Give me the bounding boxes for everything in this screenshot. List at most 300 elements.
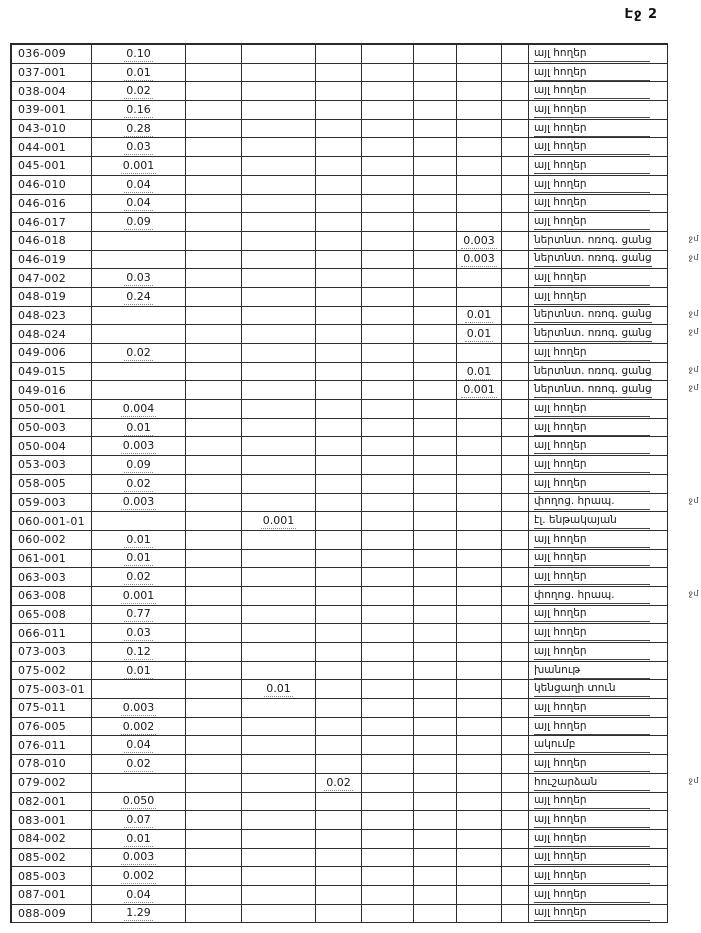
cell-monument-area-value xyxy=(316,363,362,382)
cell-area-value: 0.04 xyxy=(92,886,186,905)
cell-monument-area-value xyxy=(316,101,362,120)
cell-building-area-value xyxy=(242,905,316,924)
cell-area-value: 0.002 xyxy=(92,867,186,886)
cell-empty xyxy=(362,550,414,569)
cell-building-area-value xyxy=(242,400,316,419)
cell-empty xyxy=(414,381,457,400)
cell-parcel-code: 088-009 xyxy=(12,905,92,924)
cell-empty xyxy=(414,905,457,924)
table-row xyxy=(12,381,699,400)
cell-empty xyxy=(362,680,414,699)
table-row xyxy=(12,587,699,606)
cell-empty xyxy=(362,456,414,475)
cell-parcel-code: 047-002 xyxy=(12,269,92,288)
cell-area-value: 0.04 xyxy=(92,736,186,755)
cell-empty xyxy=(414,45,457,64)
cell-empty xyxy=(186,251,242,270)
cell-empty xyxy=(186,494,242,513)
handwritten-margin-note: ջմ xyxy=(688,252,699,262)
cell-area-value: 0.77 xyxy=(92,606,186,625)
cell-landuse-name: այլ հողեր xyxy=(529,213,668,232)
cell-network-area-value xyxy=(457,886,502,905)
cell-empty xyxy=(362,176,414,195)
cell-empty xyxy=(502,437,529,456)
cell-empty xyxy=(414,437,457,456)
table-row xyxy=(12,82,668,101)
cell-empty xyxy=(414,755,457,774)
cell-network-area-value xyxy=(457,45,502,64)
cell-area-value: 0.003 xyxy=(92,849,186,868)
cell-empty xyxy=(186,176,242,195)
cell-empty xyxy=(186,456,242,475)
cell-monument-area-value xyxy=(316,381,362,400)
cell-parcel-code: 050-001 xyxy=(12,400,92,419)
cell-empty xyxy=(414,64,457,83)
table-row xyxy=(12,213,668,232)
cell-empty xyxy=(502,718,529,737)
cell-empty xyxy=(502,45,529,64)
table-row xyxy=(12,176,668,195)
cell-landuse-name: այլ հողեր xyxy=(529,456,668,475)
cell-landuse-name: խանութ xyxy=(529,662,668,681)
cell-empty xyxy=(502,643,529,662)
cell-empty xyxy=(186,849,242,868)
cell-empty xyxy=(502,120,529,139)
cell-empty xyxy=(502,269,529,288)
cell-empty xyxy=(502,195,529,214)
cell-empty xyxy=(502,587,529,606)
cell-landuse-name: ներտնտ. ոռոգ. ցանց xyxy=(529,363,668,382)
cell-network-area-value xyxy=(457,643,502,662)
cell-empty xyxy=(362,755,414,774)
cell-network-area-value xyxy=(457,568,502,587)
cell-empty xyxy=(502,64,529,83)
cell-network-area-value: 0.01 xyxy=(457,307,502,326)
cell-area-value xyxy=(92,774,186,793)
cell-empty xyxy=(414,269,457,288)
cell-area-value: 0.002 xyxy=(92,718,186,737)
cell-empty xyxy=(362,381,414,400)
cell-empty xyxy=(502,512,529,531)
cell-empty xyxy=(502,400,529,419)
cell-empty xyxy=(362,45,414,64)
cell-building-area-value xyxy=(242,624,316,643)
cell-landuse-name: այլ հողեր xyxy=(529,793,668,812)
cell-empty xyxy=(186,101,242,120)
cell-empty xyxy=(362,587,414,606)
cell-empty xyxy=(414,195,457,214)
cell-monument-area-value xyxy=(316,82,362,101)
table-row xyxy=(12,606,668,625)
cell-empty xyxy=(362,624,414,643)
cell-building-area-value xyxy=(242,606,316,625)
cell-landuse-name: այլ հողեր xyxy=(529,830,668,849)
table-row xyxy=(12,643,668,662)
cell-monument-area-value xyxy=(316,830,362,849)
cell-empty xyxy=(414,120,457,139)
cell-building-area-value xyxy=(242,138,316,157)
cell-network-area-value xyxy=(457,82,502,101)
cell-empty xyxy=(414,606,457,625)
cell-empty xyxy=(186,344,242,363)
cell-area-value: 0.16 xyxy=(92,101,186,120)
cell-building-area-value xyxy=(242,811,316,830)
cell-empty xyxy=(502,793,529,812)
cell-landuse-name: այլ հողեր xyxy=(529,269,668,288)
cell-landuse-name: այլ հողեր xyxy=(529,568,668,587)
cell-building-area-value xyxy=(242,269,316,288)
cell-network-area-value xyxy=(457,830,502,849)
cell-building-area-value xyxy=(242,344,316,363)
cell-parcel-code: 049-006 xyxy=(12,344,92,363)
cell-parcel-code: 049-016 xyxy=(12,381,92,400)
cell-landuse-name: ներտնտ. ոռոգ. ցանց xyxy=(529,325,668,344)
cell-empty xyxy=(186,755,242,774)
cell-empty xyxy=(414,680,457,699)
cell-network-area-value xyxy=(457,624,502,643)
cell-empty xyxy=(186,157,242,176)
cell-empty xyxy=(362,157,414,176)
cell-network-area-value: 0.001 xyxy=(457,381,502,400)
cell-landuse-name: հուշարձան xyxy=(529,774,668,793)
cell-parcel-code: 046-016 xyxy=(12,195,92,214)
cell-parcel-code: 048-024 xyxy=(12,325,92,344)
cell-parcel-code: 060-002 xyxy=(12,531,92,550)
cell-building-area-value xyxy=(242,531,316,550)
cell-area-value: 0.07 xyxy=(92,811,186,830)
cell-empty xyxy=(414,550,457,569)
cell-network-area-value xyxy=(457,699,502,718)
cell-empty xyxy=(362,662,414,681)
cell-parcel-code: 078-010 xyxy=(12,755,92,774)
cell-empty xyxy=(502,251,529,270)
cell-empty xyxy=(362,811,414,830)
table-row xyxy=(12,475,668,494)
cell-building-area-value xyxy=(242,288,316,307)
cell-landuse-name: այլ հողեր xyxy=(529,699,668,718)
cell-monument-area-value xyxy=(316,251,362,270)
cell-monument-area-value xyxy=(316,176,362,195)
cell-monument-area-value xyxy=(316,195,362,214)
table-row xyxy=(12,811,668,830)
table-row xyxy=(12,138,668,157)
cell-empty xyxy=(362,307,414,326)
cell-empty xyxy=(362,867,414,886)
cell-area-value xyxy=(92,363,186,382)
cell-area-value: 0.09 xyxy=(92,213,186,232)
cell-monument-area-value xyxy=(316,512,362,531)
cell-landuse-name: փողոց. հրապ. xyxy=(529,494,668,513)
cell-empty xyxy=(502,213,529,232)
cell-building-area-value xyxy=(242,774,316,793)
cell-area-value: 0.01 xyxy=(92,830,186,849)
cell-landuse-name: այլ հողեր xyxy=(529,886,668,905)
cell-monument-area-value xyxy=(316,269,362,288)
cell-landuse-name: այլ հողեր xyxy=(529,64,668,83)
cell-network-area-value: 0.01 xyxy=(457,325,502,344)
cell-building-area-value xyxy=(242,307,316,326)
cell-parcel-code: 076-011 xyxy=(12,736,92,755)
cell-empty xyxy=(362,64,414,83)
table-row xyxy=(12,288,668,307)
cell-empty xyxy=(186,830,242,849)
table-row xyxy=(12,101,668,120)
cell-empty xyxy=(502,325,529,344)
cell-empty xyxy=(414,867,457,886)
cell-empty xyxy=(362,643,414,662)
cell-empty xyxy=(186,288,242,307)
cell-monument-area-value xyxy=(316,867,362,886)
cell-building-area-value xyxy=(242,45,316,64)
cell-network-area-value xyxy=(457,344,502,363)
cell-monument-area-value xyxy=(316,886,362,905)
table-row xyxy=(12,157,668,176)
cell-monument-area-value xyxy=(316,699,362,718)
cell-empty xyxy=(502,867,529,886)
cell-landuse-name: այլ հողեր xyxy=(529,718,668,737)
cell-network-area-value xyxy=(457,157,502,176)
cell-network-area-value xyxy=(457,269,502,288)
cell-empty xyxy=(186,624,242,643)
cell-landuse-name: այլ հողեր xyxy=(529,45,668,64)
cell-parcel-code: 036-009 xyxy=(12,45,92,64)
cell-monument-area-value xyxy=(316,662,362,681)
cell-empty xyxy=(414,475,457,494)
cell-empty xyxy=(186,606,242,625)
cell-building-area-value xyxy=(242,550,316,569)
cell-area-value: 0.01 xyxy=(92,531,186,550)
cell-empty xyxy=(502,344,529,363)
cell-area-value: 0.03 xyxy=(92,269,186,288)
cell-empty xyxy=(362,138,414,157)
cell-monument-area-value xyxy=(316,344,362,363)
cell-empty xyxy=(186,643,242,662)
cell-building-area-value xyxy=(242,699,316,718)
table-row xyxy=(12,624,668,643)
cell-empty xyxy=(502,363,529,382)
cell-parcel-code: 079-002 xyxy=(12,774,92,793)
cell-area-value: 0.28 xyxy=(92,120,186,139)
cell-building-area-value xyxy=(242,251,316,270)
cell-network-area-value xyxy=(457,755,502,774)
cell-empty xyxy=(186,736,242,755)
cell-building-area-value xyxy=(242,494,316,513)
cell-empty xyxy=(186,905,242,924)
table-row xyxy=(12,269,668,288)
cell-building-area-value xyxy=(242,662,316,681)
table-row xyxy=(12,568,668,587)
table-row xyxy=(12,680,668,699)
cell-empty xyxy=(502,568,529,587)
cell-building-area-value xyxy=(242,849,316,868)
cell-monument-area-value xyxy=(316,400,362,419)
cell-empty xyxy=(186,400,242,419)
cell-empty xyxy=(362,82,414,101)
cell-building-area-value xyxy=(242,157,316,176)
cell-monument-area-value xyxy=(316,232,362,251)
table-row xyxy=(12,886,668,905)
cell-network-area-value xyxy=(457,475,502,494)
cell-network-area-value xyxy=(457,101,502,120)
cell-empty xyxy=(502,82,529,101)
cell-empty xyxy=(186,381,242,400)
cell-area-value: 0.09 xyxy=(92,456,186,475)
cell-empty xyxy=(186,531,242,550)
cell-parcel-code: 085-002 xyxy=(12,849,92,868)
table-row xyxy=(12,400,668,419)
cell-monument-area-value xyxy=(316,568,362,587)
cell-landuse-name: այլ հողեր xyxy=(529,419,668,438)
cell-empty xyxy=(362,251,414,270)
cell-parcel-code: 061-001 xyxy=(12,550,92,569)
cell-area-value: 0.003 xyxy=(92,437,186,456)
cell-area-value: 0.050 xyxy=(92,793,186,812)
cell-empty xyxy=(414,718,457,737)
cell-empty xyxy=(186,120,242,139)
handwritten-margin-note: ջմ xyxy=(688,364,699,374)
cell-area-value: 0.02 xyxy=(92,755,186,774)
cell-empty xyxy=(362,437,414,456)
cell-parcel-code: 053-003 xyxy=(12,456,92,475)
table-row xyxy=(12,344,668,363)
cell-empty xyxy=(414,793,457,812)
cell-area-value: 0.003 xyxy=(92,699,186,718)
cell-building-area-value xyxy=(242,437,316,456)
cell-empty xyxy=(502,101,529,120)
cell-parcel-code: 087-001 xyxy=(12,886,92,905)
cell-empty xyxy=(502,419,529,438)
cell-empty xyxy=(186,718,242,737)
cell-network-area-value xyxy=(457,774,502,793)
cell-landuse-name: այլ հողեր xyxy=(529,905,668,924)
table-row xyxy=(12,867,668,886)
cell-empty xyxy=(362,905,414,924)
cell-building-area-value xyxy=(242,867,316,886)
table-row xyxy=(12,550,668,569)
cell-area-value: 0.03 xyxy=(92,624,186,643)
table-row xyxy=(12,232,699,251)
cell-network-area-value xyxy=(457,531,502,550)
cell-empty xyxy=(414,157,457,176)
cell-empty xyxy=(502,886,529,905)
table-row xyxy=(12,64,668,83)
cell-empty xyxy=(414,456,457,475)
cell-landuse-name: փողոց. հրապ. xyxy=(529,587,668,606)
cell-network-area-value: 0.003 xyxy=(457,232,502,251)
cell-network-area-value xyxy=(457,736,502,755)
cell-landuse-name: այլ հողեր xyxy=(529,606,668,625)
cell-parcel-code: 048-023 xyxy=(12,307,92,326)
cell-empty xyxy=(502,494,529,513)
cell-landuse-name: այլ հողեր xyxy=(529,157,668,176)
cell-building-area-value xyxy=(242,419,316,438)
cell-monument-area-value xyxy=(316,905,362,924)
cell-landuse-name: այլ հողեր xyxy=(529,550,668,569)
table-row xyxy=(12,699,668,718)
cell-building-area-value xyxy=(242,120,316,139)
cell-network-area-value xyxy=(457,867,502,886)
cell-empty xyxy=(362,736,414,755)
cell-empty xyxy=(186,568,242,587)
cell-empty xyxy=(186,325,242,344)
cell-network-area-value xyxy=(457,437,502,456)
table-row xyxy=(12,494,699,513)
cell-empty xyxy=(362,793,414,812)
cell-building-area-value xyxy=(242,736,316,755)
cell-empty xyxy=(362,213,414,232)
cell-network-area-value xyxy=(457,288,502,307)
cell-parcel-code: 039-001 xyxy=(12,101,92,120)
cell-empty xyxy=(186,419,242,438)
cell-empty xyxy=(414,587,457,606)
parcel-table xyxy=(10,43,699,923)
cell-monument-area-value xyxy=(316,680,362,699)
cell-network-area-value xyxy=(457,718,502,737)
cell-empty xyxy=(502,849,529,868)
cell-empty xyxy=(414,849,457,868)
cell-parcel-code: 076-005 xyxy=(12,718,92,737)
cell-area-value: 1.29 xyxy=(92,905,186,924)
cell-landuse-name: էլ. ենթակայան xyxy=(529,512,668,531)
cell-building-area-value: 0.001 xyxy=(242,512,316,531)
cell-empty xyxy=(362,400,414,419)
cell-empty xyxy=(362,774,414,793)
cell-monument-area-value xyxy=(316,793,362,812)
cell-landuse-name: այլ հողեր xyxy=(529,437,668,456)
cell-area-value xyxy=(92,680,186,699)
cell-empty xyxy=(502,456,529,475)
cell-empty xyxy=(414,624,457,643)
cell-area-value: 0.02 xyxy=(92,82,186,101)
table-row xyxy=(12,531,668,550)
cell-empty xyxy=(186,45,242,64)
table-row xyxy=(12,512,668,531)
cell-empty xyxy=(502,606,529,625)
cell-monument-area-value xyxy=(316,307,362,326)
cell-landuse-name: այլ հողեր xyxy=(529,400,668,419)
cell-empty xyxy=(362,830,414,849)
cell-parcel-code: 075-011 xyxy=(12,699,92,718)
cell-monument-area-value xyxy=(316,531,362,550)
cell-empty xyxy=(414,232,457,251)
cell-network-area-value xyxy=(457,456,502,475)
cell-monument-area-value xyxy=(316,811,362,830)
cell-parcel-code: 046-018 xyxy=(12,232,92,251)
cell-empty xyxy=(502,475,529,494)
table-row xyxy=(12,755,668,774)
cell-parcel-code: 037-001 xyxy=(12,64,92,83)
cell-parcel-code: 038-004 xyxy=(12,82,92,101)
cell-empty xyxy=(414,213,457,232)
table-row xyxy=(12,363,699,382)
cell-monument-area-value xyxy=(316,45,362,64)
cell-parcel-code: 063-008 xyxy=(12,587,92,606)
handwritten-margin-note: ջմ xyxy=(688,327,699,337)
table-row xyxy=(12,662,668,681)
cell-monument-area-value xyxy=(316,475,362,494)
cell-empty xyxy=(414,512,457,531)
cell-landuse-name: այլ հողեր xyxy=(529,624,668,643)
cell-empty xyxy=(502,905,529,924)
cell-empty xyxy=(502,755,529,774)
cell-monument-area-value xyxy=(316,64,362,83)
cell-empty xyxy=(362,886,414,905)
cell-monument-area-value xyxy=(316,718,362,737)
cell-landuse-name: այլ հողեր xyxy=(529,867,668,886)
cell-monument-area-value xyxy=(316,325,362,344)
cell-network-area-value xyxy=(457,195,502,214)
cell-empty xyxy=(362,288,414,307)
